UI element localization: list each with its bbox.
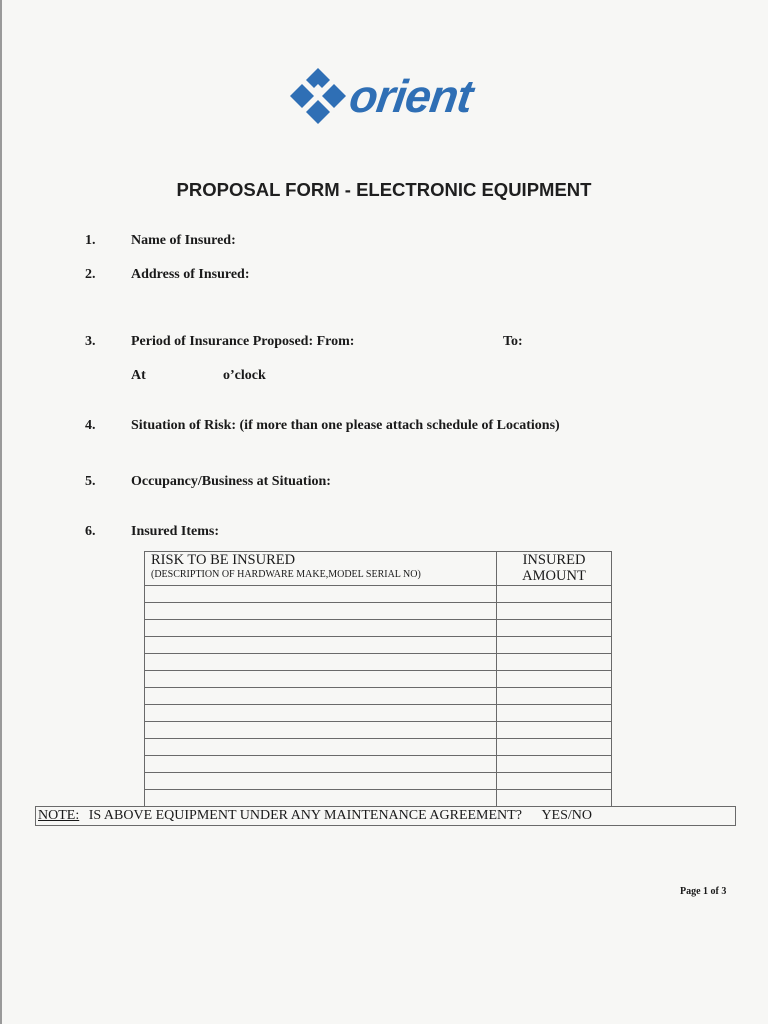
- risk-cell[interactable]: [145, 654, 497, 671]
- period-of-insurance-label: Period of Insurance Proposed: From:: [131, 334, 355, 349]
- page-title: PROPOSAL FORM - ELECTRONIC EQUIPMENT: [176, 179, 592, 200]
- risk-cell[interactable]: [145, 586, 497, 603]
- maintenance-note: [35, 806, 736, 826]
- orient-emblem-icon: [290, 66, 346, 126]
- page-number: Page 1 of 3: [680, 886, 727, 897]
- risk-cell[interactable]: [145, 739, 497, 756]
- table-row: [145, 688, 612, 705]
- item-6-number: 6.: [85, 524, 96, 539]
- insured-items-label: Insured Items:: [131, 524, 220, 539]
- amount-header-line1: INSURED: [522, 552, 586, 568]
- amount-cell[interactable]: [497, 790, 612, 807]
- amount-cell[interactable]: [497, 637, 612, 654]
- amount-header-line2: AMOUNT: [522, 568, 586, 584]
- risk-cell[interactable]: [145, 637, 497, 654]
- risk-header-title: RISK TO BE INSURED: [151, 552, 296, 568]
- table-row: [145, 790, 612, 807]
- table-row: [145, 654, 612, 671]
- risk-cell[interactable]: [145, 790, 497, 807]
- amount-cell[interactable]: [497, 688, 612, 705]
- amount-cell[interactable]: [497, 756, 612, 773]
- risk-header-subtitle: (DESCRIPTION OF HARDWARE MAKE,MODEL SERIAL NO): [151, 569, 421, 580]
- risk-column-header: [145, 552, 497, 586]
- table-row: [145, 773, 612, 790]
- amount-cell[interactable]: [497, 722, 612, 739]
- insured-items-table: [144, 551, 612, 807]
- table-row: [145, 722, 612, 739]
- situation-of-risk-label: Situation of Risk: (if more than one please attach schedule of Locations): [131, 418, 560, 433]
- amount-cell[interactable]: [497, 671, 612, 688]
- table-header-row: [145, 552, 612, 586]
- amount-cell[interactable]: [497, 773, 612, 790]
- period-to-label: To:: [503, 334, 523, 349]
- table-row: [145, 671, 612, 688]
- risk-cell[interactable]: [145, 773, 497, 790]
- risk-cell[interactable]: [145, 620, 497, 637]
- risk-cell[interactable]: [145, 688, 497, 705]
- orient-logo: [290, 66, 476, 126]
- note-label: NOTE:: [38, 808, 80, 823]
- period-at-label: At: [131, 368, 146, 383]
- amount-column-header: [497, 552, 612, 586]
- table-row: [145, 637, 612, 654]
- brand-name: orient: [346, 70, 476, 122]
- name-of-insured-label: Name of Insured:: [131, 233, 236, 248]
- item-4-number: 4.: [85, 418, 96, 433]
- table-row: [145, 603, 612, 620]
- risk-cell[interactable]: [145, 722, 497, 739]
- amount-cell[interactable]: [497, 739, 612, 756]
- amount-cell[interactable]: [497, 603, 612, 620]
- scan-edge: [0, 0, 2, 1024]
- amount-cell[interactable]: [497, 705, 612, 722]
- occupancy-business-label: Occupancy/Business at Situation:: [131, 474, 331, 489]
- period-oclock-label: o’clock: [223, 368, 266, 383]
- table-row: [145, 756, 612, 773]
- item-1-number: 1.: [85, 233, 96, 248]
- item-2-number: 2.: [85, 267, 96, 282]
- risk-cell[interactable]: [145, 603, 497, 620]
- address-of-insured-label: Address of Insured:: [131, 267, 250, 282]
- risk-cell[interactable]: [145, 705, 497, 722]
- amount-cell[interactable]: [497, 586, 612, 603]
- risk-cell[interactable]: [145, 671, 497, 688]
- table-row: [145, 620, 612, 637]
- note-question: IS ABOVE EQUIPMENT UNDER ANY MAINTENANCE AGREEMENT?: [88, 808, 522, 823]
- item-3-number: 3.: [85, 334, 96, 349]
- note-answer-yes-no[interactable]: YES/NO: [541, 808, 592, 823]
- table-row: [145, 739, 612, 756]
- table-row: [145, 586, 612, 603]
- item-5-number: 5.: [85, 474, 96, 489]
- amount-cell[interactable]: [497, 654, 612, 671]
- risk-cell[interactable]: [145, 756, 497, 773]
- table-row: [145, 705, 612, 722]
- amount-cell[interactable]: [497, 620, 612, 637]
